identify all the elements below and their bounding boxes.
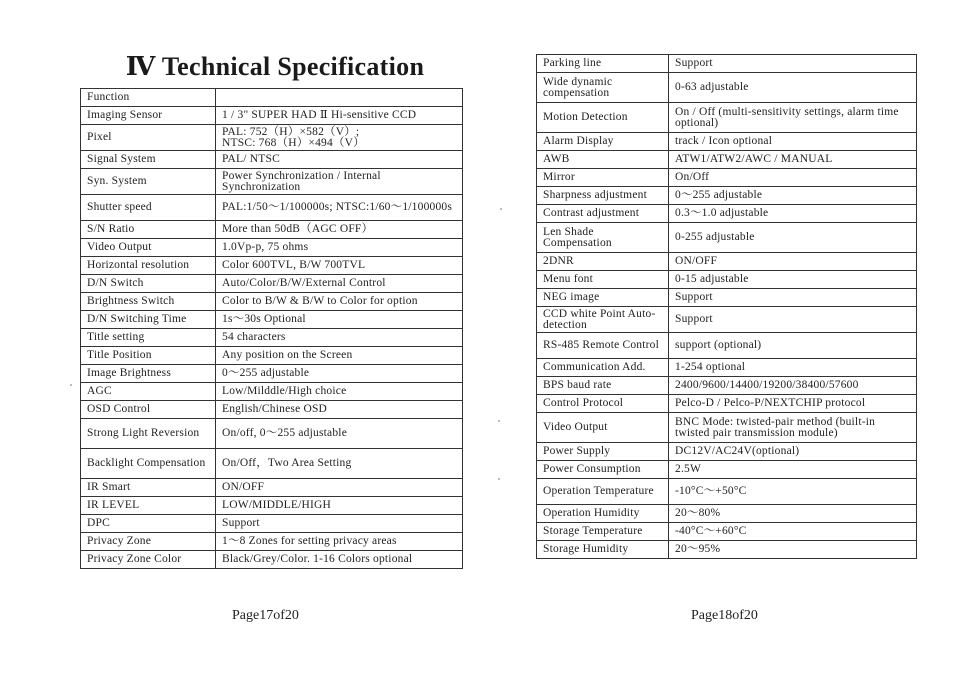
spec-value: On / Off (multi-sensitivity settings, alarm time optional) xyxy=(669,103,917,133)
spec-name: Menu font xyxy=(537,271,669,289)
spec-value: 2400/9600/14400/19200/38400/57600 xyxy=(669,377,917,395)
spec-name: Operation Humidity xyxy=(537,505,669,523)
spec-row xyxy=(537,307,917,333)
spec-value: Support xyxy=(669,55,917,73)
spec-name: Storage Humidity xyxy=(537,541,669,559)
spec-value: ON/OFF xyxy=(669,253,917,271)
spec-value: Power Synchronization / Internal Synchronization xyxy=(216,169,463,195)
spec-name: Image Brightness xyxy=(81,365,216,383)
spec-name: Privacy Zone xyxy=(81,533,216,551)
spec-row xyxy=(537,253,917,271)
spec-name: Pixel xyxy=(81,125,216,151)
spec-name: Brightness Switch xyxy=(81,293,216,311)
spec-name: 2DNR xyxy=(537,253,669,271)
spec-name: Strong Light Reversion xyxy=(81,419,216,449)
spec-name: Contrast adjustment xyxy=(537,205,669,223)
spec-name: AWB xyxy=(537,151,669,169)
page-number-right: Page18of20 xyxy=(691,608,758,623)
spec-name: Operation Temperature xyxy=(537,479,669,505)
spec-name: Parking line xyxy=(537,55,669,73)
spec-name: Backlight Compensation xyxy=(81,449,216,479)
spec-value: 1s～30s Optional xyxy=(216,311,463,329)
spec-row xyxy=(537,133,917,151)
spec-row xyxy=(537,359,917,377)
spec-row xyxy=(81,239,463,257)
spec-row xyxy=(81,479,463,497)
spec-name: DPC xyxy=(81,515,216,533)
spec-name: Len Shade Compensation xyxy=(537,223,669,253)
spec-row xyxy=(537,205,917,223)
spec-name: NEG image xyxy=(537,289,669,307)
spec-value: support (optional) xyxy=(669,333,917,359)
spec-value: DC12V/AC24V(optional) xyxy=(669,443,917,461)
spec-name: Communication Add. xyxy=(537,359,669,377)
spec-value: 0.3～1.0 adjustable xyxy=(669,205,917,223)
spec-row xyxy=(81,293,463,311)
spec-value: Color to B/W & B/W to Color for option xyxy=(216,293,463,311)
scan-speck xyxy=(500,208,502,210)
spec-row xyxy=(81,401,463,419)
spec-name: Video Output xyxy=(81,239,216,257)
spec-row xyxy=(81,107,463,125)
spec-value: PAL:1/50～1/100000s; NTSC:1/60～1/100000s xyxy=(216,195,463,221)
spec-value: ATW1/ATW2/AWC / MANUAL xyxy=(669,151,917,169)
spec-row xyxy=(537,541,917,559)
spec-name: Signal System xyxy=(81,151,216,169)
spec-row xyxy=(81,497,463,515)
spec-row xyxy=(81,347,463,365)
right-spec-table xyxy=(536,54,917,559)
spec-row xyxy=(537,333,917,359)
spec-row xyxy=(537,223,917,253)
spec-value: 1.0Vp-p, 75 ohms xyxy=(216,239,463,257)
spec-value: Pelco-D / Pelco-P/NEXTCHIP protocol xyxy=(669,395,917,413)
spec-value: 0-15 adjustable xyxy=(669,271,917,289)
spec-value: On/Off，Two Area Setting xyxy=(216,449,463,479)
spec-row xyxy=(81,195,463,221)
spec-value: PAL/ NTSC xyxy=(216,151,463,169)
spec-value: ON/OFF xyxy=(216,479,463,497)
spec-name: Shutter speed xyxy=(81,195,216,221)
spec-row xyxy=(537,461,917,479)
spec-value: BNC Mode: twisted-pair method (built-in twisted pair transmission module) xyxy=(669,413,917,443)
left-spec-table xyxy=(80,88,463,569)
spec-name: Alarm Display xyxy=(537,133,669,151)
spec-row xyxy=(537,479,917,505)
spec-value: 20～80% xyxy=(669,505,917,523)
scan-speck xyxy=(498,420,500,422)
spec-value: Auto/Color/B/W/External Control xyxy=(216,275,463,293)
spec-name: RS-485 Remote Control xyxy=(537,333,669,359)
spec-value: Color 600TVL, B/W 700TVL xyxy=(216,257,463,275)
spec-name: Title setting xyxy=(81,329,216,347)
spec-value: 20～95% xyxy=(669,541,917,559)
spec-value: More than 50dB（AGC OFF） xyxy=(216,221,463,239)
spec-name: Imaging Sensor xyxy=(81,107,216,125)
spec-row xyxy=(81,257,463,275)
spec-name: Sharpness adjustment xyxy=(537,187,669,205)
spec-value: -10°C～+50°C xyxy=(669,479,917,505)
spec-name: D/N Switch xyxy=(81,275,216,293)
spec-value xyxy=(216,89,463,107)
spec-value: Support xyxy=(669,307,917,333)
spec-value: 1 / 3" SUPER HAD Ⅱ Hi-sensitive CCD xyxy=(216,107,463,125)
spec-name: IR Smart xyxy=(81,479,216,497)
spec-value: -40°C～+60°C xyxy=(669,523,917,541)
spec-name: Wide dynamic compensation xyxy=(537,73,669,103)
spec-value: 0～255 adjustable xyxy=(216,365,463,383)
spec-name: Control Protocol xyxy=(537,395,669,413)
spec-row xyxy=(81,169,463,195)
spec-row xyxy=(537,271,917,289)
spec-row xyxy=(537,55,917,73)
spec-name: Motion Detection xyxy=(537,103,669,133)
spec-value: English/Chinese OSD xyxy=(216,401,463,419)
spec-row xyxy=(81,533,463,551)
spec-row xyxy=(81,383,463,401)
spec-name: Video Output xyxy=(537,413,669,443)
spec-row xyxy=(537,413,917,443)
spec-value: 0～255 adjustable xyxy=(669,187,917,205)
spec-name: CCD white Point Auto-detection xyxy=(537,307,669,333)
spec-row xyxy=(81,89,463,107)
spec-value: 54 characters xyxy=(216,329,463,347)
spec-row xyxy=(81,275,463,293)
spec-name: Horizontal resolution xyxy=(81,257,216,275)
spec-row xyxy=(537,169,917,187)
spec-row xyxy=(81,449,463,479)
spec-row xyxy=(81,221,463,239)
scan-speck xyxy=(70,384,72,386)
spec-value: LOW/MIDDLE/HIGH xyxy=(216,497,463,515)
spec-row xyxy=(537,395,917,413)
spec-value: On/Off xyxy=(669,169,917,187)
spec-name: S/N Ratio xyxy=(81,221,216,239)
spec-row xyxy=(537,289,917,307)
spec-name: IR LEVEL xyxy=(81,497,216,515)
spec-value: 2.5W xyxy=(669,461,917,479)
spec-row xyxy=(81,329,463,347)
spec-row xyxy=(81,151,463,169)
spec-name: Function xyxy=(81,89,216,107)
page-number-left: Page17of20 xyxy=(232,608,299,623)
spec-value: 0-63 adjustable xyxy=(669,73,917,103)
spec-row xyxy=(81,125,463,151)
spec-name: D/N Switching Time xyxy=(81,311,216,329)
spec-value: Any position on the Screen xyxy=(216,347,463,365)
spec-row xyxy=(537,377,917,395)
spec-row xyxy=(537,523,917,541)
spec-name: Power Supply xyxy=(537,443,669,461)
spec-name: OSD Control xyxy=(81,401,216,419)
spec-name: Privacy Zone Color xyxy=(81,551,216,569)
spec-value: 1-254 optional xyxy=(669,359,917,377)
spec-name: Storage Temperature xyxy=(537,523,669,541)
spec-value: 0-255 adjustable xyxy=(669,223,917,253)
spec-row xyxy=(537,73,917,103)
spec-value: Support xyxy=(669,289,917,307)
spec-row xyxy=(81,551,463,569)
spec-name: Syn. System xyxy=(81,169,216,195)
spec-row xyxy=(537,505,917,523)
spec-value: track / Icon optional xyxy=(669,133,917,151)
page-title: Ⅳ Technical Specification xyxy=(125,52,425,81)
spec-value: Black/Grey/Color. 1-16 Colors optional xyxy=(216,551,463,569)
spec-name: BPS baud rate xyxy=(537,377,669,395)
spec-row xyxy=(537,151,917,169)
spec-name: AGC xyxy=(81,383,216,401)
spec-row xyxy=(81,365,463,383)
spec-row xyxy=(537,443,917,461)
spec-name: Title Position xyxy=(81,347,216,365)
spec-row xyxy=(537,103,917,133)
spec-value: Support xyxy=(216,515,463,533)
spec-row xyxy=(537,187,917,205)
spec-name: Mirror xyxy=(537,169,669,187)
spec-row xyxy=(81,419,463,449)
spec-row xyxy=(81,515,463,533)
spec-value: Low/Milddle/High choice xyxy=(216,383,463,401)
spec-value: On/off, 0～255 adjustable xyxy=(216,419,463,449)
spec-row xyxy=(81,311,463,329)
scan-speck xyxy=(498,478,500,480)
spec-name: Power Consumption xyxy=(537,461,669,479)
spec-value: 1～8 Zones for setting privacy areas xyxy=(216,533,463,551)
spec-value: PAL: 752（H）×582（V）; NTSC: 768（H）×494（V） xyxy=(216,125,463,151)
